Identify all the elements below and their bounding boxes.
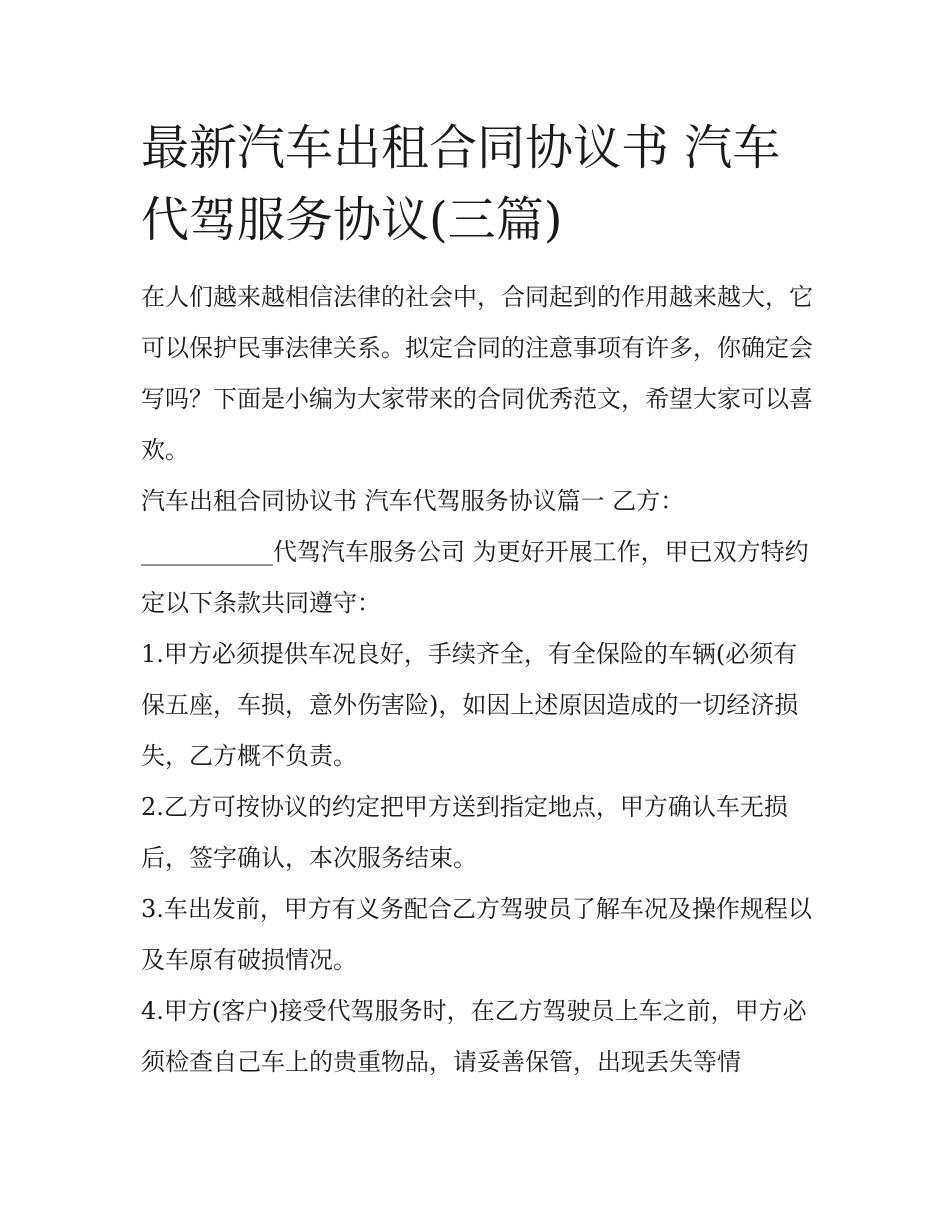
paragraph-clause-1: 1.甲方必须提供车况良好，手续齐全，有全保险的车辆(必须有保五座，车损，意外伤害险)，如因上述原因造成的一切经济损失，乙方概不负责。 bbox=[141, 640, 799, 770]
document-page bbox=[141, 112, 813, 1088]
paragraph-clause-3: 3.车出发前，甲方有义务配合乙方驾驶员了解车况及操作规程以及车原有破损情况。 bbox=[141, 895, 812, 974]
paragraph-clause-4: 4.甲方(客户)接受代驾服务时，在乙方驾驶员上车之前，甲方必须检查自己车上的贵重物品，请妥善保管，出现丢失等情 bbox=[141, 997, 807, 1076]
paragraph-intro: 在人们越来越相信法律的社会中，合同起到的作用越来越大，它可以保护民事法律关系。拟定合同的注意事项有许多，你确定会写吗？下面是小编为大家带来的合同优秀范文，希望大家可以喜欢。 bbox=[141, 283, 813, 464]
paragraph-contract-heading: 汽车出租合同协议书 汽车代驾服务协议篇一 乙方：___________代驾汽车服务公司 为更好开展工作，甲已双方特约定以下条款共同遵守： bbox=[141, 487, 809, 617]
document-title: 最新汽车出租合同协议书 汽车代驾服务协议(三篇) bbox=[141, 120, 781, 248]
paragraph-clause-2: 2.乙方可按协议的约定把甲方送到指定地点，甲方确认车无损后，签字确认，本次服务结束。 bbox=[141, 793, 788, 872]
